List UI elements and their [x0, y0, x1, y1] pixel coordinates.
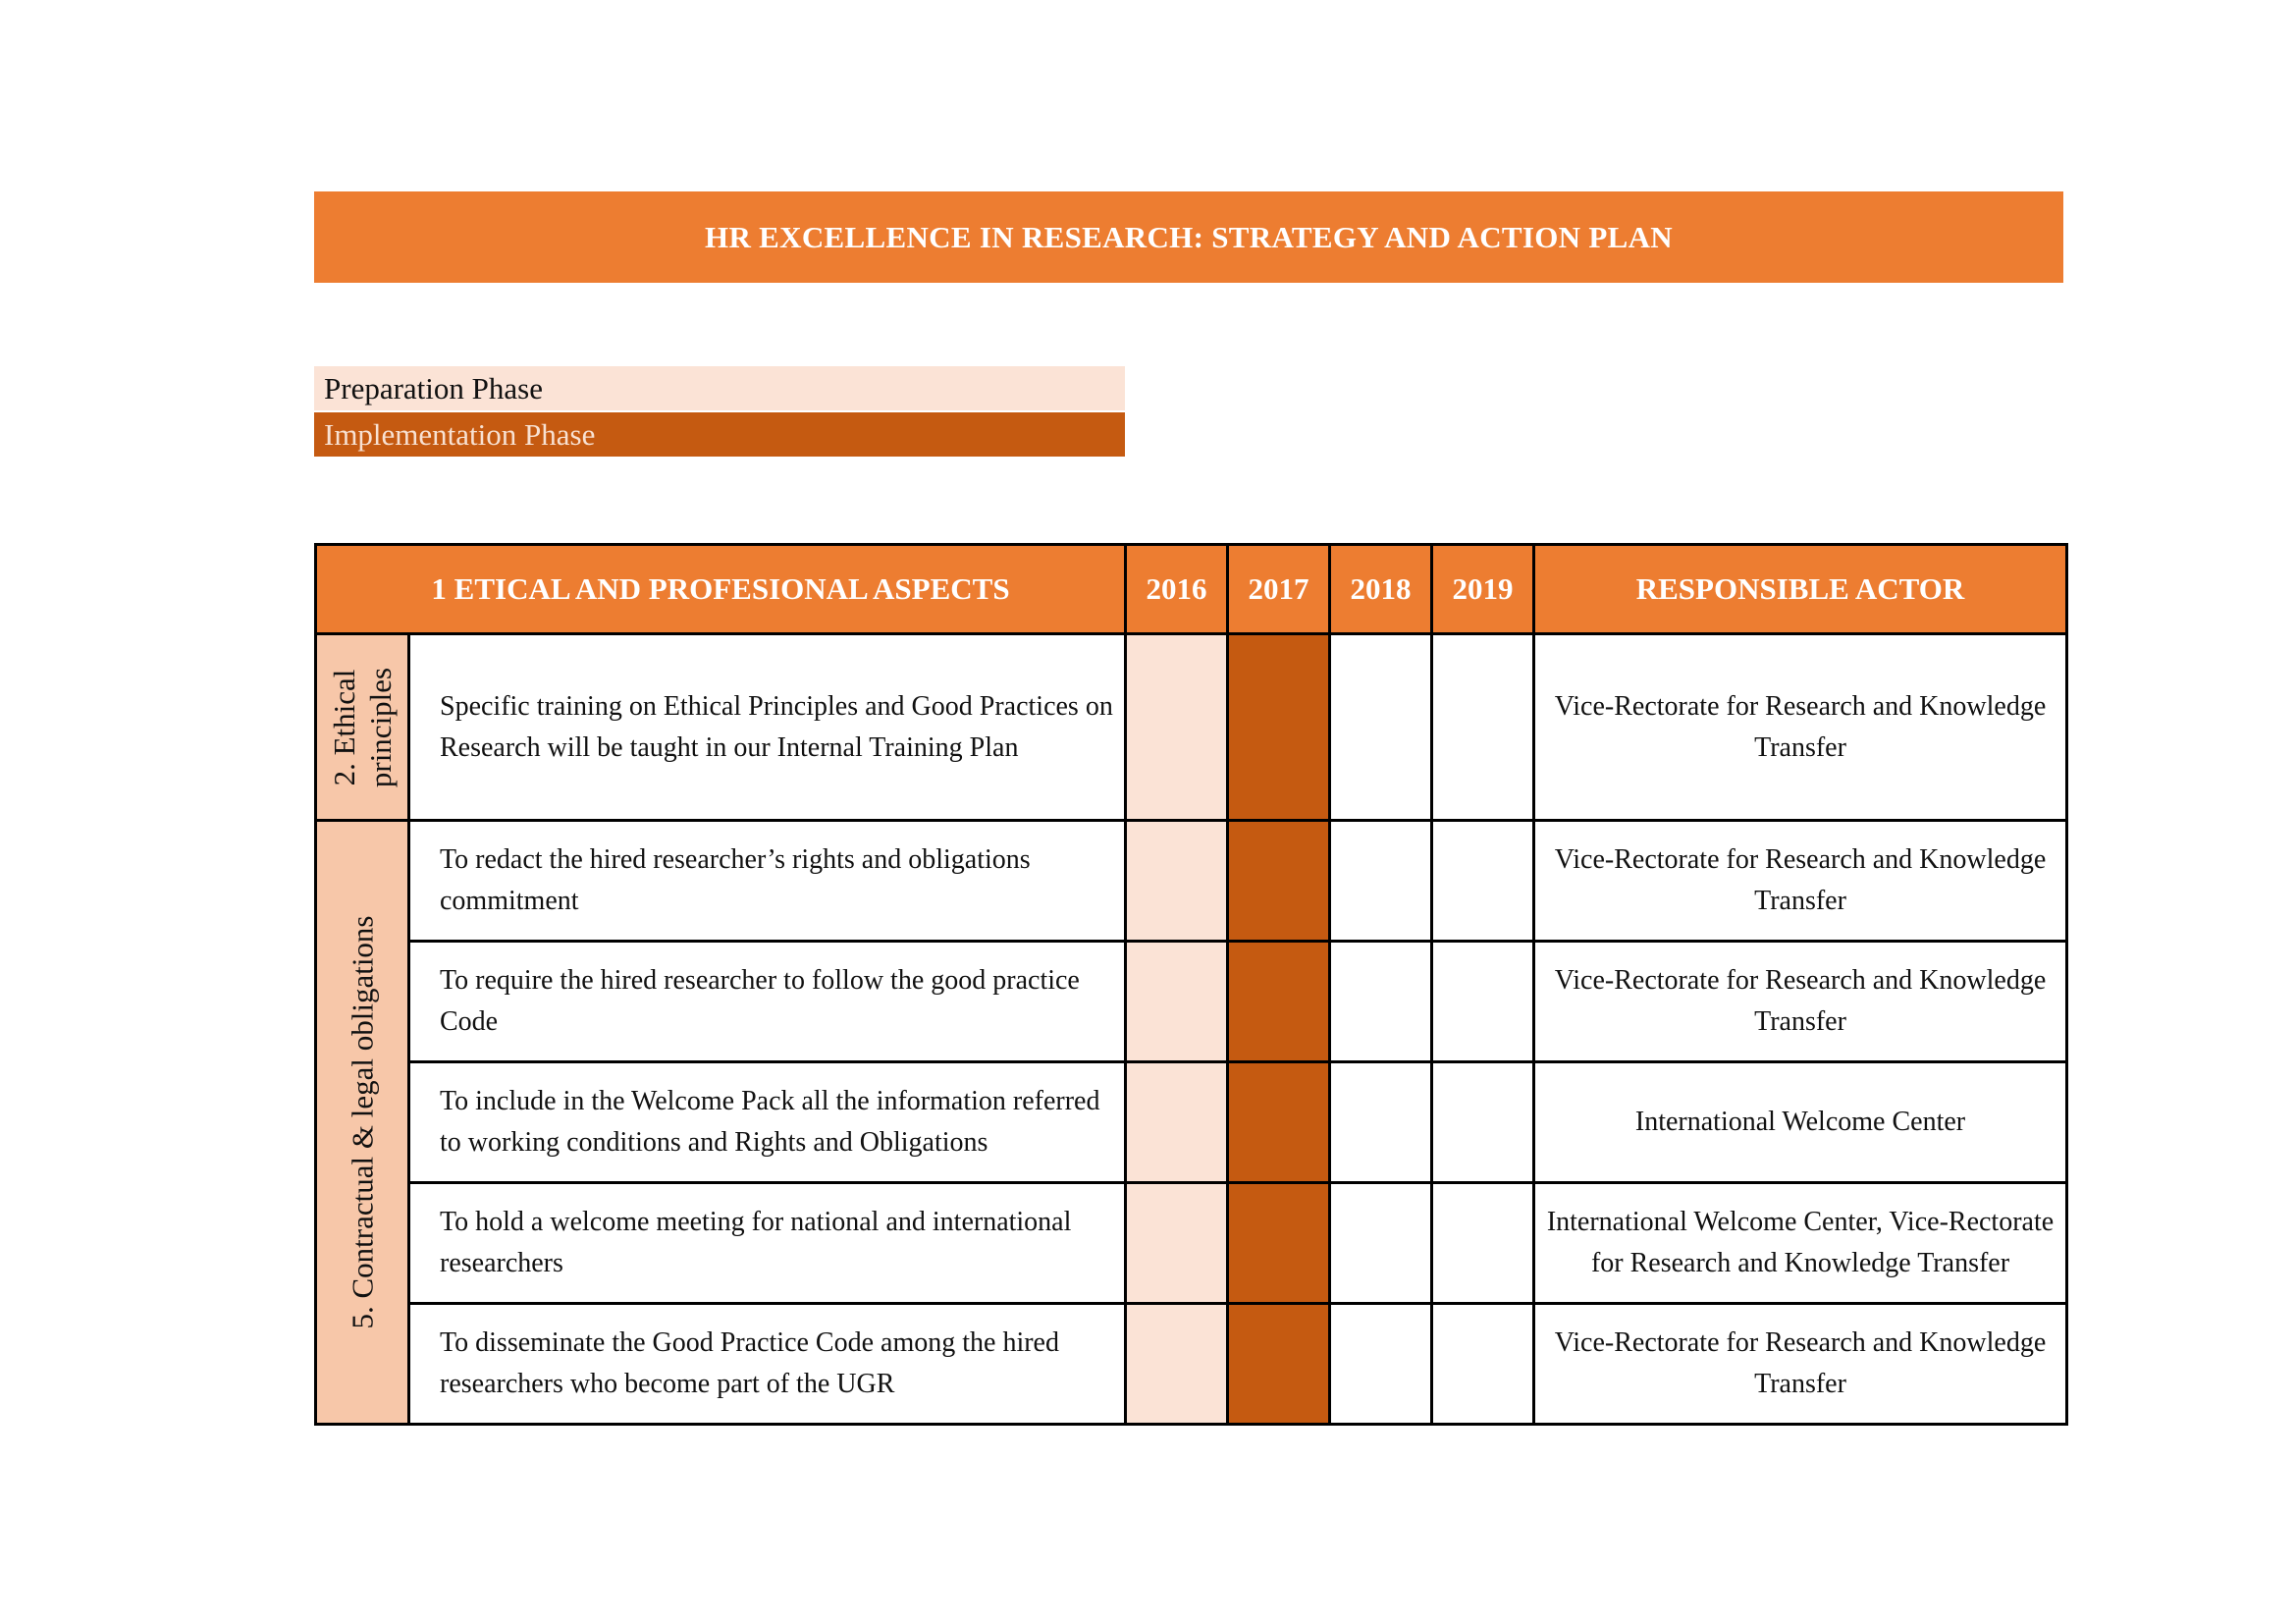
table-row — [316, 1304, 2067, 1425]
phase-cell-2016 — [1126, 634, 1228, 821]
actor-cell: Vice-Rectorate for Research and Knowledge Transfer — [1534, 634, 2067, 821]
legend-preparation-phase: Preparation Phase — [314, 366, 1125, 410]
year-header-2019: 2019 — [1432, 545, 1534, 634]
table-row — [316, 1062, 2067, 1183]
phase-cell-2016 — [1126, 1304, 1228, 1425]
year-header-2016: 2016 — [1126, 545, 1228, 634]
phase-cell-2018 — [1330, 1304, 1432, 1425]
phase-cell-2017 — [1228, 1304, 1330, 1425]
year-header-2017: 2017 — [1228, 545, 1330, 634]
phase-cell-2019 — [1432, 634, 1534, 821]
phase-cell-2017 — [1228, 821, 1330, 942]
phase-cell-2018 — [1330, 821, 1432, 942]
action-cell: Specific training on Ethical Principles and Good Practices on Research will be taught in our Internal Training Plan — [409, 634, 1126, 821]
actor-cell: Vice-Rectorate for Research and Knowledge Transfer — [1534, 942, 2067, 1062]
phase-cell-2019 — [1432, 821, 1534, 942]
phase-cell-2016 — [1126, 942, 1228, 1062]
phase-cell-2017 — [1228, 942, 1330, 1062]
action-cell: To include in the Welcome Pack all the information referred to working conditions and Rights and Obligations — [409, 1062, 1126, 1183]
action-cell: To hold a welcome meeting for national and international researchers — [409, 1183, 1126, 1304]
phase-cell-2019 — [1432, 942, 1534, 1062]
actor-cell: International Welcome Center, Vice-Rectorate for Research and Knowledge Transfer — [1534, 1183, 2067, 1304]
page-title: HR EXCELLENCE IN RESEARCH: STRATEGY AND ACTION PLAN — [314, 191, 2063, 283]
table-row — [316, 634, 2067, 821]
actor-cell: International Welcome Center — [1534, 1062, 2067, 1183]
phase-cell-2017 — [1228, 634, 1330, 821]
table-row — [316, 1183, 2067, 1304]
phase-cell-2018 — [1330, 1183, 1432, 1304]
action-plan-table — [314, 543, 2068, 1426]
area-label-line: 5. Contractual & legal obligations — [345, 915, 380, 1329]
phase-cell-2018 — [1330, 634, 1432, 821]
phase-cell-2019 — [1432, 1062, 1534, 1183]
area-contractual-legal-obligations — [316, 821, 409, 1425]
legend-implementation-phase: Implementation Phase — [314, 412, 1125, 457]
action-cell: To disseminate the Good Practice Code among the hired researchers who become part of the UGR — [409, 1304, 1126, 1425]
phase-cell-2016 — [1126, 1062, 1228, 1183]
action-cell: To redact the hired researcher’s rights and obligations commitment — [409, 821, 1126, 942]
phase-cell-2016 — [1126, 821, 1228, 942]
area-ethical-principles — [316, 634, 409, 821]
phase-cell-2017 — [1228, 1062, 1330, 1183]
responsible-actor-header: RESPONSIBLE ACTOR — [1534, 545, 2067, 634]
phase-cell-2017 — [1228, 1183, 1330, 1304]
table-header-row — [316, 545, 2067, 634]
phase-cell-2019 — [1432, 1183, 1534, 1304]
table-row — [316, 821, 2067, 942]
area-label-line: principles — [363, 667, 398, 787]
area-label-line: 2. Ethical — [327, 669, 361, 785]
actor-cell: Vice-Rectorate for Research and Knowledge Transfer — [1534, 821, 2067, 942]
action-cell: To require the hired researcher to follow the good practice Code — [409, 942, 1126, 1062]
table-row — [316, 942, 2067, 1062]
section-header: 1 ETICAL AND PROFESIONAL ASPECTS — [316, 545, 1126, 634]
actor-cell: Vice-Rectorate for Research and Knowledge Transfer — [1534, 1304, 2067, 1425]
phase-cell-2018 — [1330, 942, 1432, 1062]
year-header-2018: 2018 — [1330, 545, 1432, 634]
phase-cell-2019 — [1432, 1304, 1534, 1425]
phase-cell-2016 — [1126, 1183, 1228, 1304]
phase-cell-2018 — [1330, 1062, 1432, 1183]
